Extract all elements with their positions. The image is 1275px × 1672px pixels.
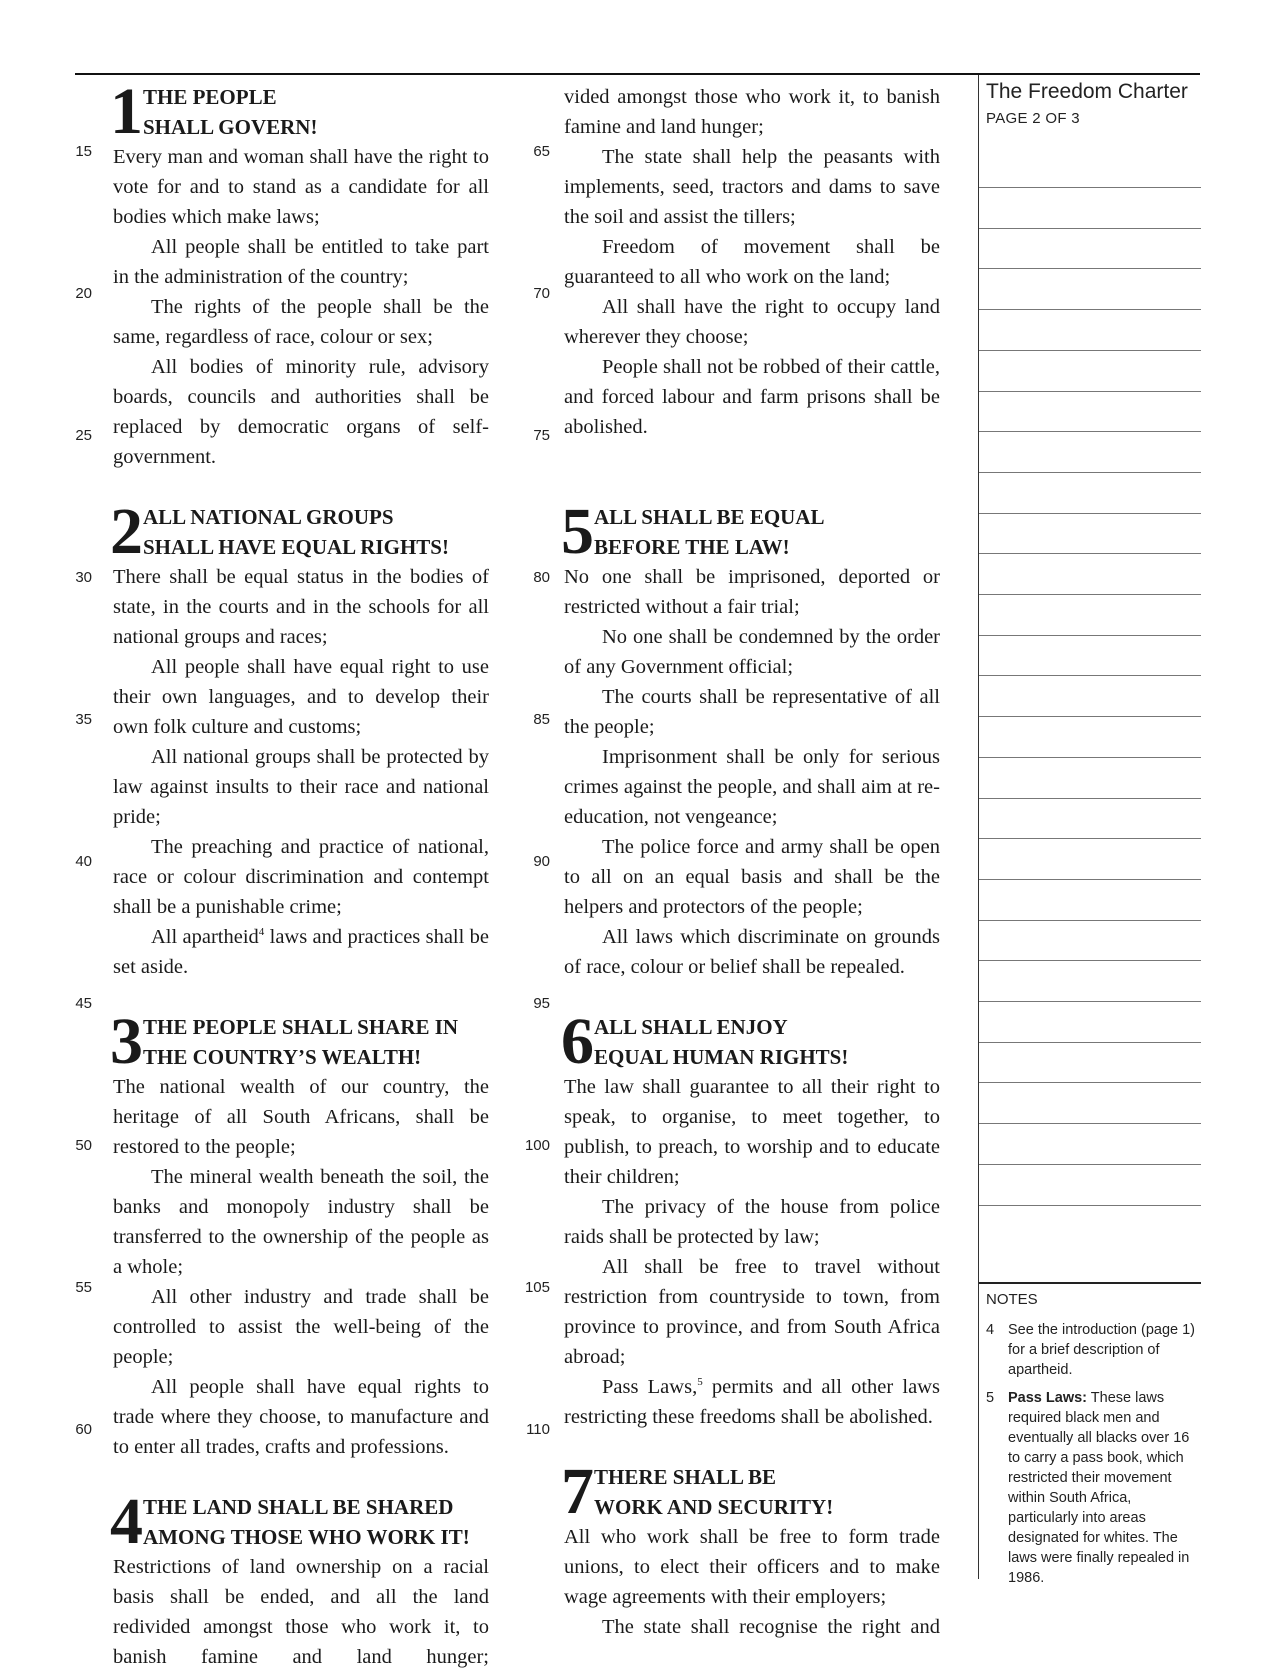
section-heading: THERE SHALL BE WORK AND SECURITY! <box>594 1465 834 1519</box>
section-heading: THE LAND SHALL BE SHARED AMONG THOSE WHO WORK IT! <box>143 1495 470 1549</box>
line-number: 30 <box>75 569 92 586</box>
section-number: 6 <box>561 1005 594 1078</box>
note-line <box>979 309 1201 310</box>
note-line <box>979 187 1201 188</box>
note-line <box>979 391 1201 392</box>
line-number: 80 <box>533 569 550 586</box>
note-line <box>979 350 1201 351</box>
line-number: 45 <box>75 995 92 1012</box>
paragraph: The rights of the people shall be the same, regardless of race, colour or sex; <box>113 296 489 348</box>
line-number: 85 <box>533 711 550 728</box>
footnote-number: 4 <box>986 1322 995 1338</box>
paragraph: The state shall recognise the right and <box>602 1616 940 1638</box>
line-number: 65 <box>533 143 550 160</box>
line-number: 110 <box>526 1421 550 1438</box>
paragraph: All people shall have equal right to use their own languages, and to develop their own folk culture and customs; <box>113 656 489 738</box>
section-heading: THE PEOPLE SHALL GOVERN! <box>143 85 318 139</box>
footnote-4 <box>986 1320 1196 1380</box>
line-number: 60 <box>75 1421 92 1438</box>
section-1 <box>110 75 489 148</box>
section-5 <box>561 495 940 568</box>
paragraph: The preaching and practice of national, race or colour discrimination and contempt shall be a punishable crime; <box>113 836 489 918</box>
paragraph: All laws which discriminate on grounds of race, colour or belief shall be repealed. <box>564 926 940 978</box>
line-number: 95 <box>533 995 550 1012</box>
section-number: 7 <box>561 1455 594 1528</box>
section-heading: THE PEOPLE SHALL SHARE IN THE COUNTRY’S WEALTH! <box>143 1015 459 1069</box>
note-line <box>979 798 1201 799</box>
line-number: 75 <box>533 427 550 444</box>
note-line <box>979 268 1201 269</box>
footnote-ref: 5 <box>697 1376 703 1389</box>
note-line <box>979 838 1201 839</box>
notes-divider <box>979 1282 1201 1284</box>
section-number: 4 <box>110 1485 143 1558</box>
section-number: 1 <box>110 75 143 148</box>
note-line <box>979 960 1201 961</box>
note-line <box>979 472 1201 473</box>
line-number: 100 <box>524 1137 550 1154</box>
section-heading: ALL NATIONAL GROUPS SHALL HAVE EQUAL RIGHTS! <box>143 505 449 559</box>
note-line <box>979 1164 1201 1165</box>
section-heading: ALL SHALL BE EQUAL BEFORE THE LAW! <box>594 505 825 559</box>
paragraph: All national groups shall be protected by law against insults to their race and national pride; <box>113 746 489 828</box>
paragraph: All people shall be entitled to take part in the administration of the country; <box>113 236 489 288</box>
section-heading: ALL SHALL ENJOY EQUAL HUMAN RIGHTS! <box>594 1015 849 1069</box>
paragraph: People shall not be robbed of their cattle, and forced labour and farm prisons shall be abolished. <box>564 356 940 438</box>
paragraph: Imprisonment shall be only for serious crimes against the people, and shall aim at re-education, not vengeance; <box>564 746 940 828</box>
section-2 <box>110 495 489 568</box>
paragraph: All people shall have equal rights to trade where they choose, to manufacture and to enter all trades, crafts and professions. <box>113 1376 489 1458</box>
section-number: 2 <box>110 495 143 568</box>
text-column-right <box>561 82 941 1642</box>
note-line <box>979 1123 1201 1124</box>
paragraph: All other industry and trade shall be controlled to assist the well-being of the people; <box>113 1286 489 1368</box>
document-title: The Freedom Charter <box>986 80 1188 103</box>
section-number: 5 <box>561 495 594 568</box>
footnote-number: 5 <box>986 1390 995 1406</box>
paragraph: Pass Laws,$^5$ permits and all other laws restricting these freedoms shall be abolished. <box>564 1376 941 1428</box>
note-line <box>979 594 1201 595</box>
footnote-ref: 4 <box>258 926 265 939</box>
note-line <box>979 1205 1201 1206</box>
paragraph: No one shall be imprisoned, deported or restricted without a fair trial; <box>564 566 940 618</box>
section-3 <box>110 1005 489 1078</box>
note-line <box>979 1042 1201 1043</box>
paragraph: The privacy of the house from police raids shall be protected by law; <box>564 1196 940 1248</box>
line-number: 25 <box>75 427 92 444</box>
line-number: 70 <box>533 285 550 302</box>
paragraph: All who work shall be free to form trade unions, to elect their officers and to make wage agreements with their employers; <box>564 1526 940 1608</box>
text-column-left <box>110 75 489 1668</box>
paragraph: No one shall be condemned by the order of any Government official; <box>564 626 940 678</box>
footnote-text: See the introduction (page 1) for a brief description of apartheid. <box>1008 1322 1196 1378</box>
line-number: 15 <box>75 143 92 160</box>
section-6 <box>561 1005 940 1078</box>
note-line <box>979 635 1201 636</box>
section-4 <box>110 1485 489 1558</box>
line-number: 105 <box>524 1279 550 1296</box>
note-line <box>979 879 1201 880</box>
sidebar <box>978 75 1201 1586</box>
paragraph: All bodies of minority rule, advisory boards, councils and authorities shall be replaced by democratic organs of self-government. <box>113 356 489 468</box>
paragraph: The state shall help the peasants with implements, seed, tractors and dams to save the soil and assist the tillers; <box>564 146 940 228</box>
paragraph: The national wealth of our country, the heritage of all South Africans, shall be restored to the people; <box>113 1076 489 1158</box>
paragraph: All shall have the right to occupy land wherever they choose; <box>564 296 940 348</box>
paragraph-continued: vided amongst those who work it, to banish famine and land hunger; <box>564 86 940 138</box>
note-line <box>979 757 1201 758</box>
paragraph: Restrictions of land ownership on a racial basis shall be ended, and all the land redivided amongst those who work it, to banish famine and land hunger; <box>113 1556 489 1668</box>
notes-heading: NOTES <box>986 1291 1038 1308</box>
line-number: 20 <box>75 285 92 302</box>
note-line <box>979 920 1201 921</box>
paragraph: The law shall guarantee to all their right to speak, to organise, to meet together, to publish, to preach, to worship and to educate their children; <box>564 1076 940 1188</box>
paragraph: The courts shall be representative of all the people; <box>564 686 940 738</box>
note-line <box>979 716 1201 717</box>
line-number: 50 <box>75 1137 92 1154</box>
paragraph: All apartheid$^4$ laws and practices shall be set aside. <box>113 926 489 978</box>
paragraph: All shall be free to travel without restriction from countryside to town, from province to province, and from South Africa abroad; <box>564 1256 940 1368</box>
line-number: 55 <box>75 1279 92 1296</box>
paragraph: There shall be equal status in the bodies of state, in the courts and in the schools for all national groups and races; <box>113 566 489 648</box>
line-number: 90 <box>533 853 550 870</box>
note-line <box>979 1001 1201 1002</box>
line-number: 35 <box>75 711 92 728</box>
note-line <box>979 431 1201 432</box>
footnote-text: Pass Laws: These laws required black men and eventually all blacks over 16 to carry a pass book, which restricted their movement within South Africa, particularly into areas designated for whites. The laws were finally repealed in 1986. <box>1008 1390 1190 1586</box>
paragraph: The mineral wealth beneath the soil, the banks and monopoly industry shall be transferred to the ownership of the people as a whole; <box>113 1166 489 1278</box>
note-line <box>979 675 1201 676</box>
line-number: 40 <box>75 853 92 870</box>
paragraph-clip <box>113 1552 489 1668</box>
note-line <box>979 1082 1201 1083</box>
section-number: 3 <box>110 1005 143 1078</box>
note-line <box>979 553 1201 554</box>
footnote-5 <box>986 1388 1196 1588</box>
paragraph: Freedom of movement shall be guaranteed to all who work on the land; <box>564 236 940 288</box>
paragraph: Every man and woman shall have the right to vote for and to stand as a candidate for all bodies which make laws; <box>113 146 489 228</box>
page-indicator: PAGE 2 OF 3 <box>986 110 1080 127</box>
section-7 <box>561 1455 940 1528</box>
paragraph: The police force and army shall be open to all on an equal basis and shall be the helpers and protectors of the people; <box>564 836 940 918</box>
note-line <box>979 513 1201 514</box>
note-line <box>979 228 1201 229</box>
